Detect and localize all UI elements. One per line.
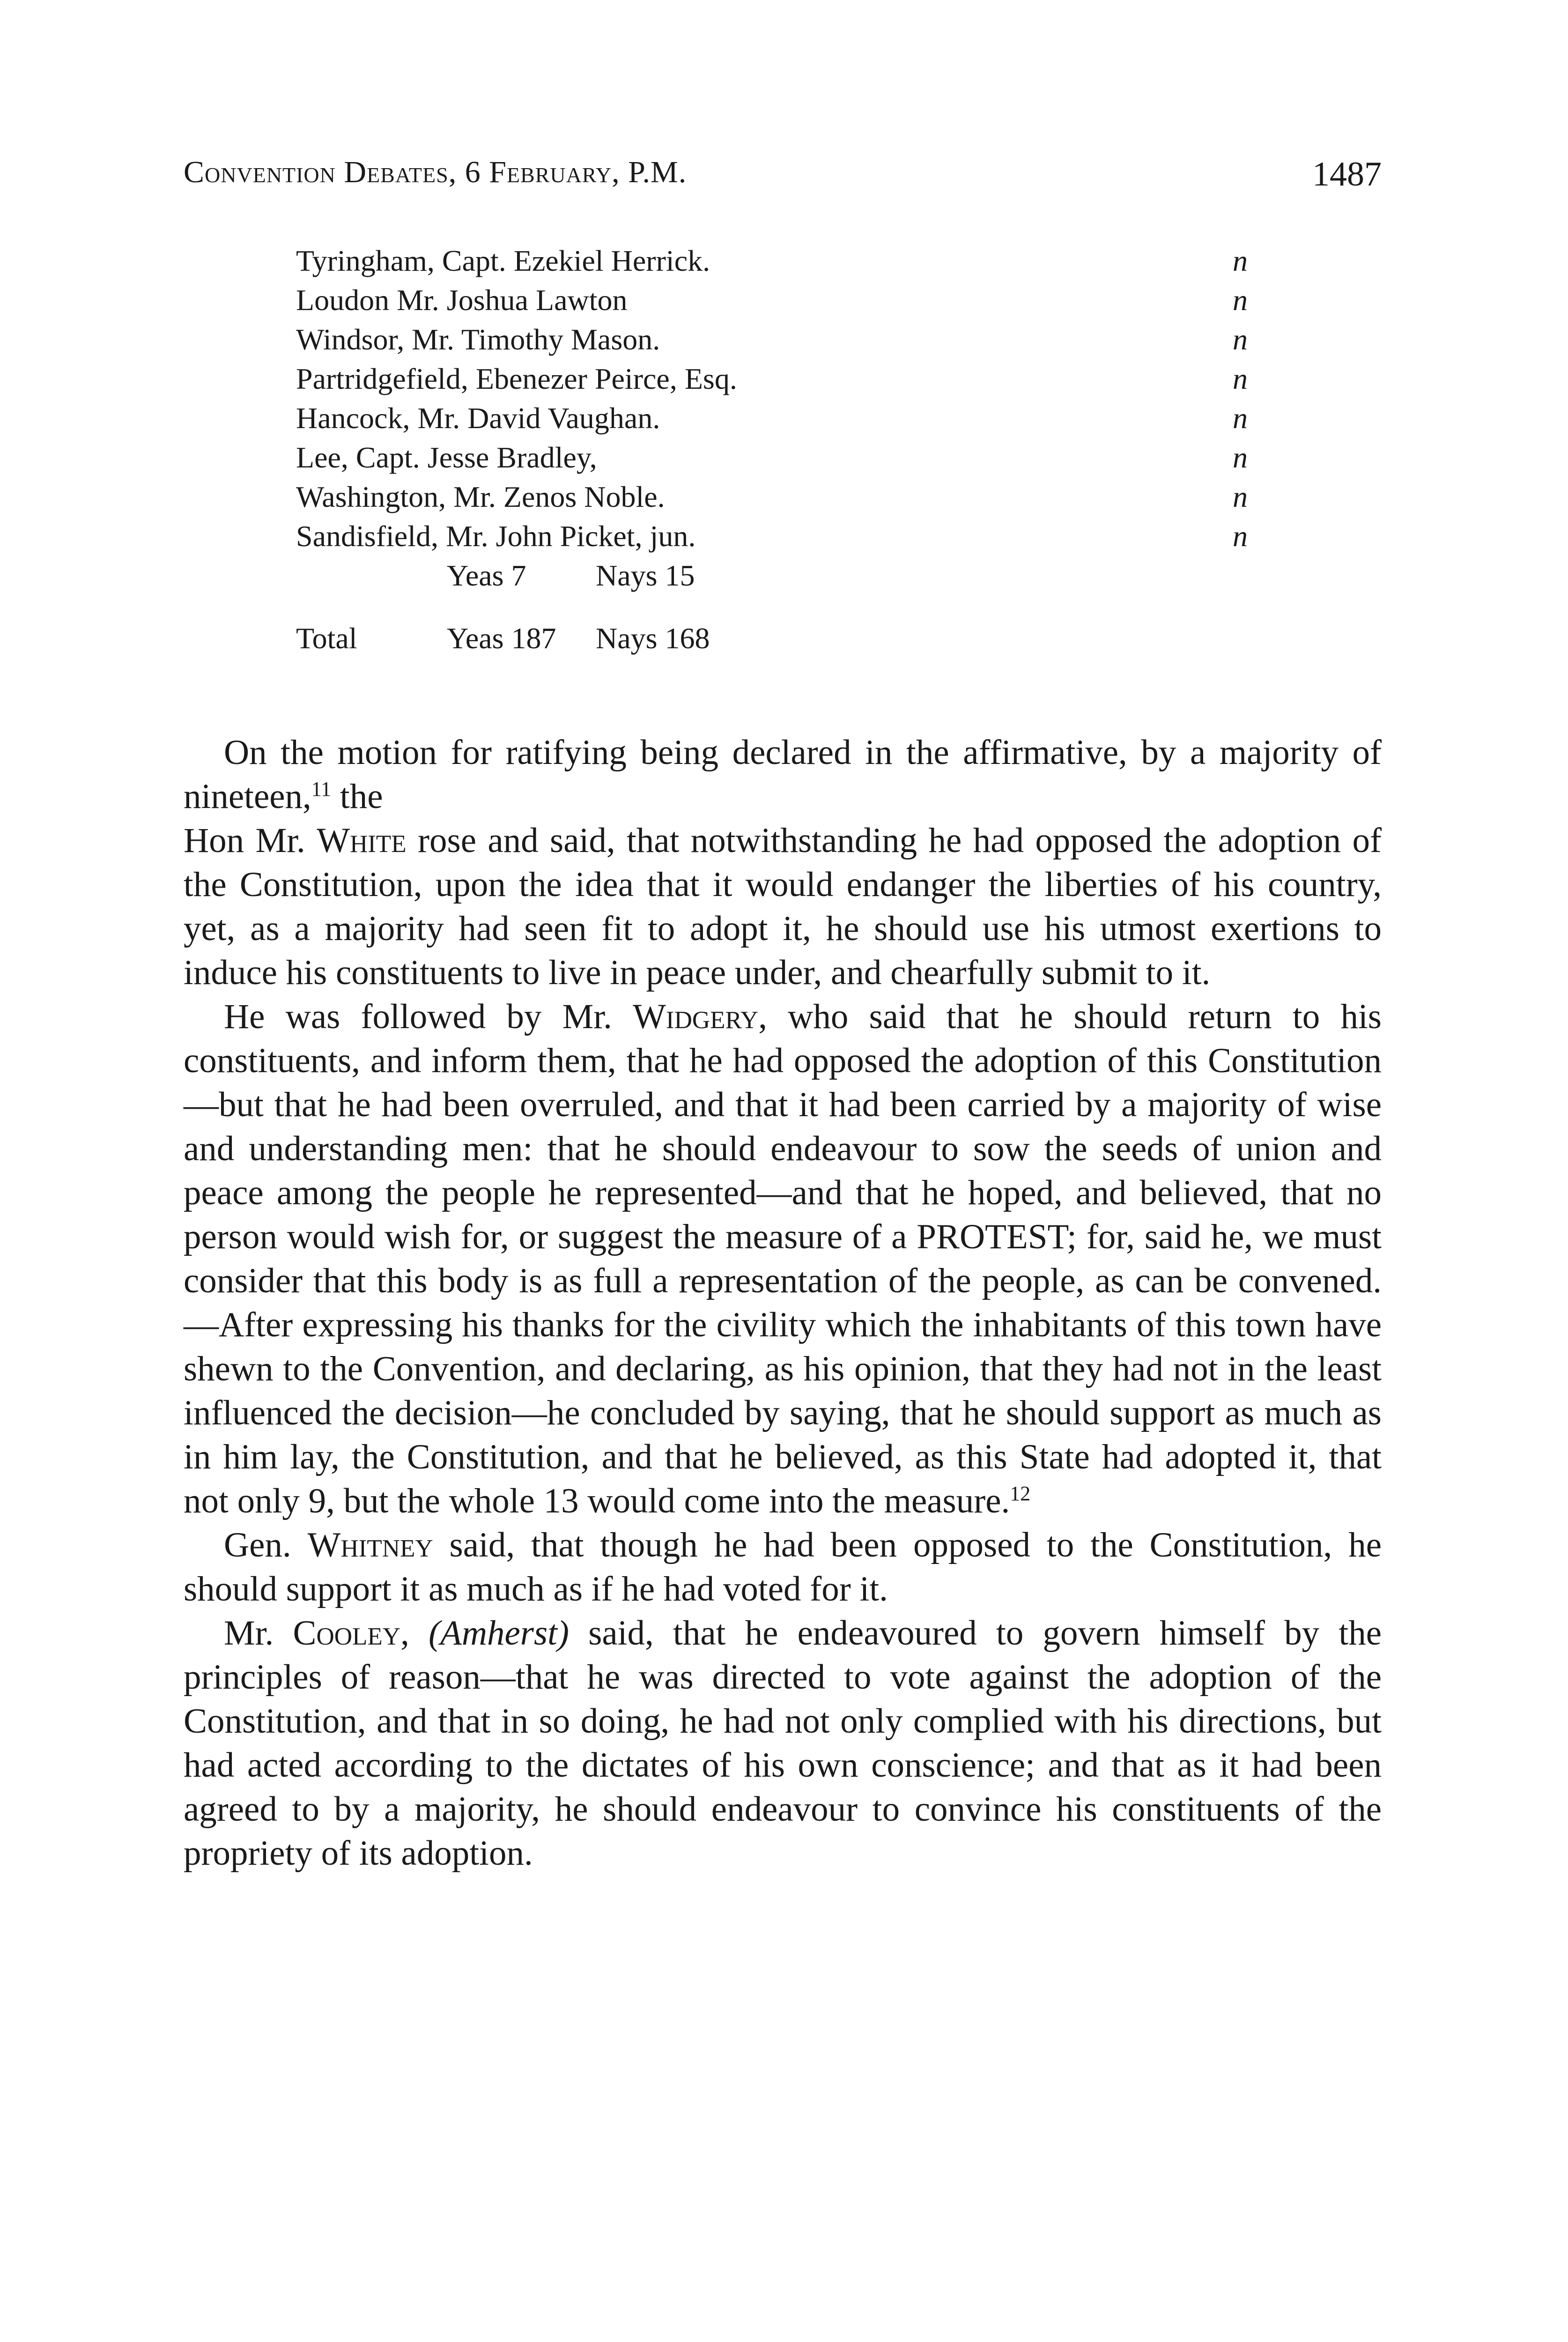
- roll-call-name: Tyringham, Capt. Ezekiel Herrick.: [296, 244, 710, 277]
- roll-call-row: [296, 519, 1303, 558]
- county-tally: [296, 558, 1303, 598]
- running-header: [184, 155, 1382, 206]
- roll-call-vote: n: [1233, 244, 1248, 277]
- roll-call-row: [296, 401, 1303, 440]
- speaker-name: Cooley: [293, 1614, 401, 1653]
- paragraph-whitney: [184, 1523, 1382, 1611]
- roll-call-row: [296, 440, 1303, 480]
- paragraph-text: , who said that he should return to his constituents, and inform them, that he had opposed the adoption of this Constitution—but that he had been overruled, and that it had been carried by a majority of wise and understanding men: that he should endeavour to sow the seeds of union and peace among the people he represented—and that he hoped, and believed, that no person would wish for, or suggest the measure of a PROTEST; for, said he, we must consider that this body is as full a representation of the people, as can be convened.—After expressing his thanks for the civility which the inhabitants of this town have shewn to the Convention, and declaring, as his opinion, that they had not in the least influenced the decision—he concluded by saying, that he should support as much as in him lay, the Constitution, and that he believed, as this State had adopted it, that not only 9, but the whole 13 would come into the measure.: [184, 997, 1382, 1520]
- paragraph-text: rose and said, that notwithstanding he had opposed the adoption of the Constitution, upon the idea that it would endanger the liberties of his country, yet, as a majority had seen fit to adopt it, he should use his utmost exertions to induce his constituents to live in peace under, and chearfully submit to it.: [184, 821, 1382, 992]
- roll-call-row: [296, 480, 1303, 519]
- roll-call-vote: n: [1233, 401, 1248, 435]
- roll-call-name: Hancock, Mr. David Vaughan.: [296, 401, 660, 435]
- roll-call-name: Partridgefield, Ebenezer Peirce, Esq.: [296, 362, 737, 395]
- roll-call-row: [296, 322, 1303, 362]
- roll-call-vote: n: [1233, 323, 1248, 356]
- speaker-name: Whitney: [307, 1526, 433, 1564]
- county-yeas: Yeas 7: [447, 559, 526, 592]
- speaker-town: (Amherst): [429, 1614, 569, 1653]
- roll-call-row: [296, 244, 1303, 283]
- speaker-prefix: Gen.: [224, 1526, 308, 1564]
- total-label: Total: [296, 622, 357, 655]
- roll-call-vote: n: [1233, 441, 1248, 474]
- speaker-name: White: [317, 821, 407, 860]
- grand-total: [296, 621, 1303, 660]
- footnote-ref: 11: [311, 778, 332, 800]
- speaker-separator: ,: [400, 1614, 429, 1653]
- paragraph-white: [184, 819, 1382, 995]
- roll-call-vote: n: [1233, 519, 1248, 553]
- roll-call-name: Lee, Capt. Jesse Bradley,: [296, 441, 597, 474]
- speaker-prefix: He was followed by Mr.: [224, 997, 633, 1036]
- roll-call-name: Washington, Mr. Zenos Noble.: [296, 480, 665, 513]
- roll-call-name: Sandisfield, Mr. John Picket, jun.: [296, 519, 696, 553]
- paragraph-ratification: [184, 731, 1382, 819]
- county-nays: Nays 15: [596, 559, 695, 592]
- roll-call-list: [296, 244, 1303, 660]
- roll-call-name: Windsor, Mr. Timothy Mason.: [296, 323, 660, 356]
- paragraph-text: On the motion for ratifying being declared in the affirmative, by a majority of nineteen,: [184, 733, 1382, 816]
- paragraph-widgery: [184, 995, 1382, 1523]
- body-text: [184, 731, 1382, 1875]
- roll-call-vote: n: [1233, 283, 1248, 317]
- total-yeas: Yeas 187: [447, 622, 556, 655]
- roll-call-name: Loudon Mr. Joshua Lawton: [296, 283, 628, 317]
- speaker-prefix: Mr.: [224, 1614, 293, 1653]
- page-number: 1487: [1312, 155, 1382, 193]
- total-nays: Nays 168: [596, 622, 710, 655]
- paragraph-text: said, that though he had been opposed to the Constitution, he should support it as much as if he had voted for it.: [184, 1526, 1382, 1608]
- footnote-ref: 12: [1010, 1482, 1031, 1505]
- paragraph-text-tail: the: [331, 777, 383, 816]
- roll-call-row: [296, 283, 1303, 322]
- roll-call-row: [296, 362, 1303, 401]
- speaker-name: Widgery: [633, 997, 759, 1036]
- running-title: Convention Debates, 6 February, P.M.: [184, 155, 687, 189]
- roll-call-vote: n: [1233, 480, 1248, 513]
- roll-call-vote: n: [1233, 362, 1248, 395]
- paragraph-cooley: [184, 1611, 1382, 1875]
- paragraph-text: said, that he endeavoured to govern himself by the principles of reason—that he was directed to vote against the adoption of the Constitution, and that in so doing, he had not only complied with his directions, but had acted according to the dictates of his own conscience; and that as it had been agreed to by a majority, he should endeavour to convince his constituents of the propriety of its adoption.: [184, 1614, 1382, 1873]
- speaker-prefix: Hon Mr.: [184, 821, 317, 860]
